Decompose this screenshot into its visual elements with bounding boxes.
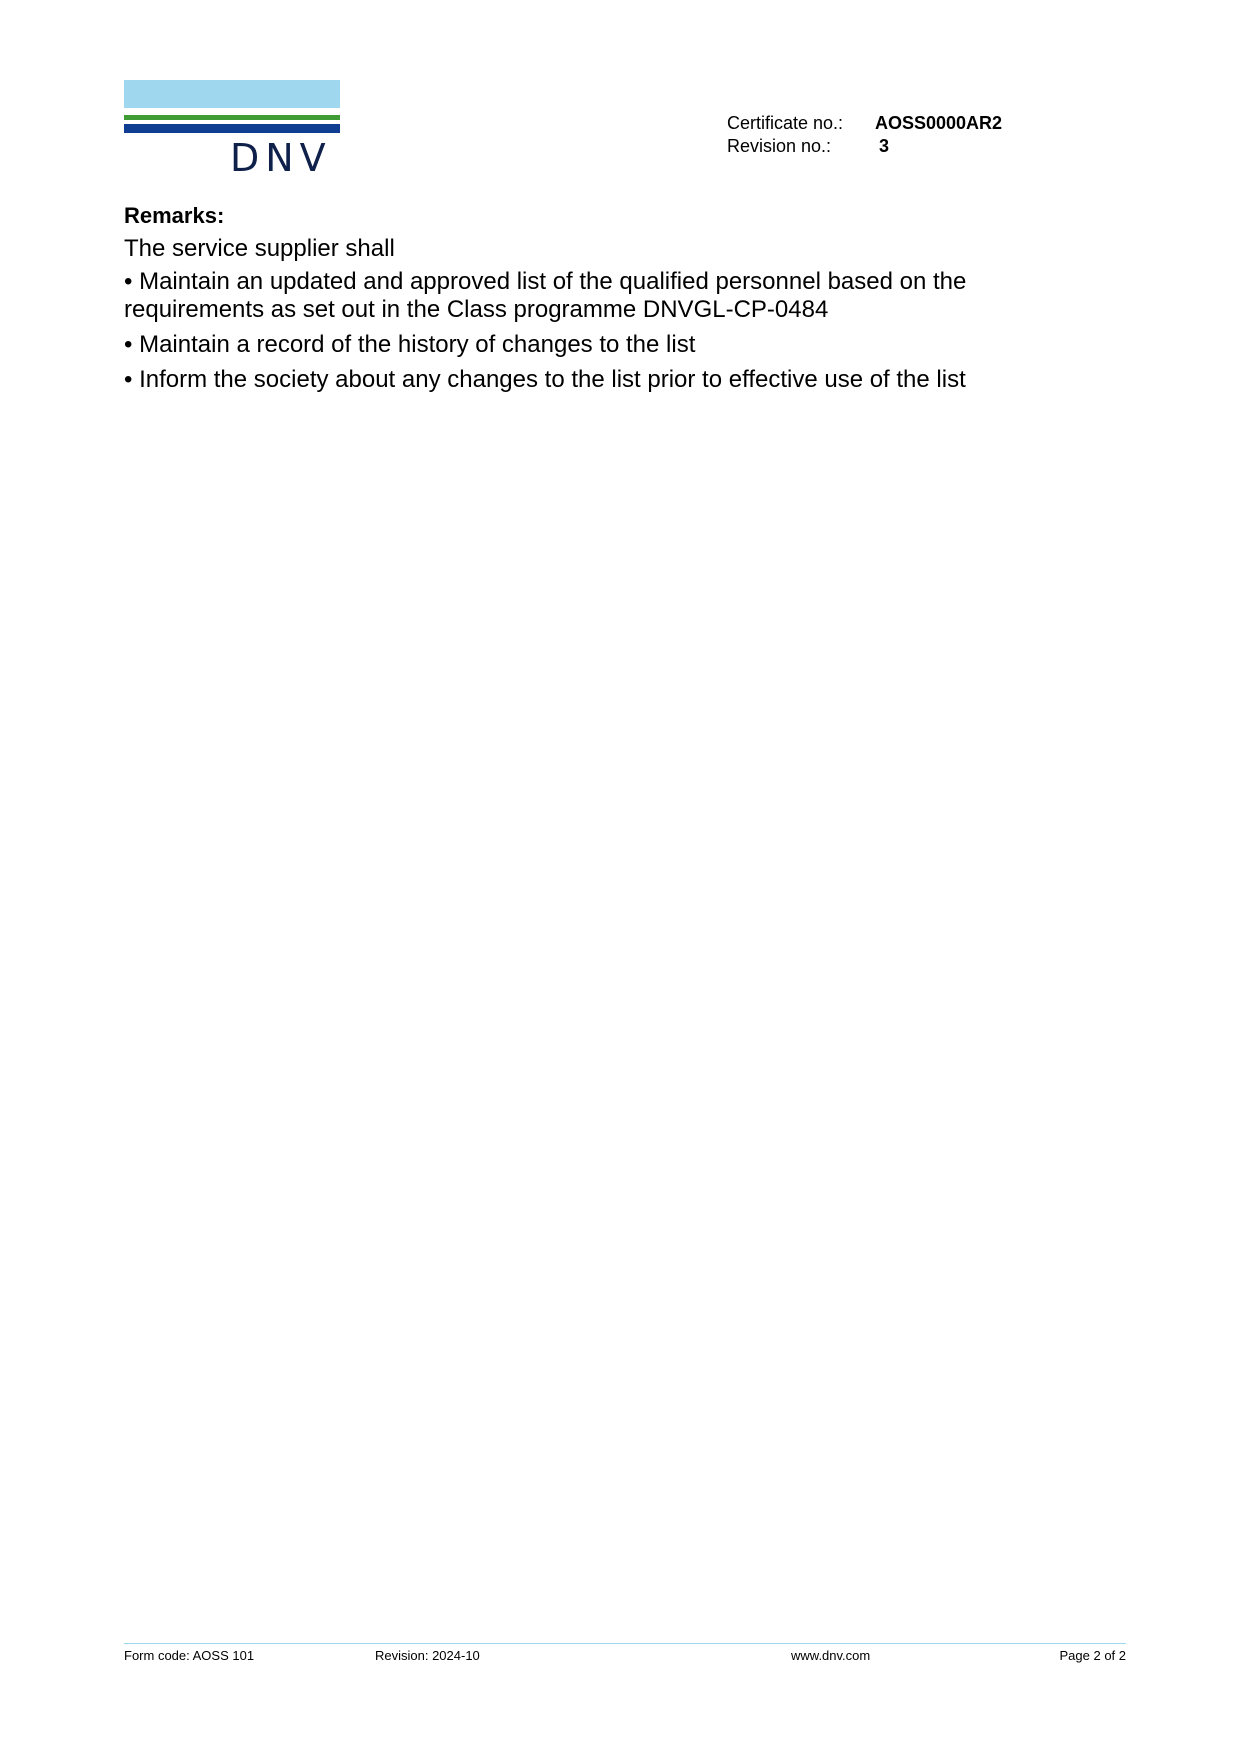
revision-number-value: 3 — [879, 136, 890, 156]
logo-light-band — [124, 80, 340, 108]
logo-wordmark: DNV — [230, 136, 332, 180]
bullet-icon: • — [124, 366, 133, 393]
footer-website-link[interactable]: www.dnv.com — [791, 1648, 871, 1663]
remarks-list-item — [124, 268, 1024, 324]
footer-page-number: Page 2 of 2 — [1059, 1648, 1126, 1663]
bullet-icon: • — [124, 331, 133, 358]
remarks-heading: Remarks: — [124, 203, 225, 228]
footer-form-code: Form code: AOSS 101 — [124, 1648, 255, 1663]
remarks-intro: The service supplier shall — [124, 235, 395, 262]
dnv-logo — [124, 80, 340, 180]
certificate-number-label: Certificate no.: — [727, 113, 844, 133]
remarks-list — [124, 268, 1024, 394]
remarks-item-text: Maintain an updated and approved list of the qualified personnel based on the requirements as set out in the Class programme DNVGL-CP-0484 — [124, 268, 967, 323]
certificate-info — [727, 112, 1002, 158]
revision-number-row — [727, 135, 1002, 158]
certificate-number-value: AOSS0000AR2 — [875, 113, 1003, 133]
remarks-section — [124, 202, 1024, 401]
remarks-list-item — [124, 331, 1024, 359]
certificate-number-row — [727, 112, 1002, 135]
footer-divider — [124, 1643, 1126, 1644]
footer-revision: Revision: 2024-10 — [375, 1648, 480, 1663]
bullet-icon: • — [124, 268, 133, 295]
remarks-item-text: Maintain a record of the history of changes to the list — [139, 331, 696, 358]
remarks-item-text: Inform the society about any changes to the list prior to effective use of the list — [139, 366, 966, 393]
remarks-list-item — [124, 366, 1024, 394]
logo-green-band — [124, 115, 340, 120]
revision-number-label: Revision no.: — [727, 136, 832, 156]
logo-blue-band — [124, 124, 340, 133]
